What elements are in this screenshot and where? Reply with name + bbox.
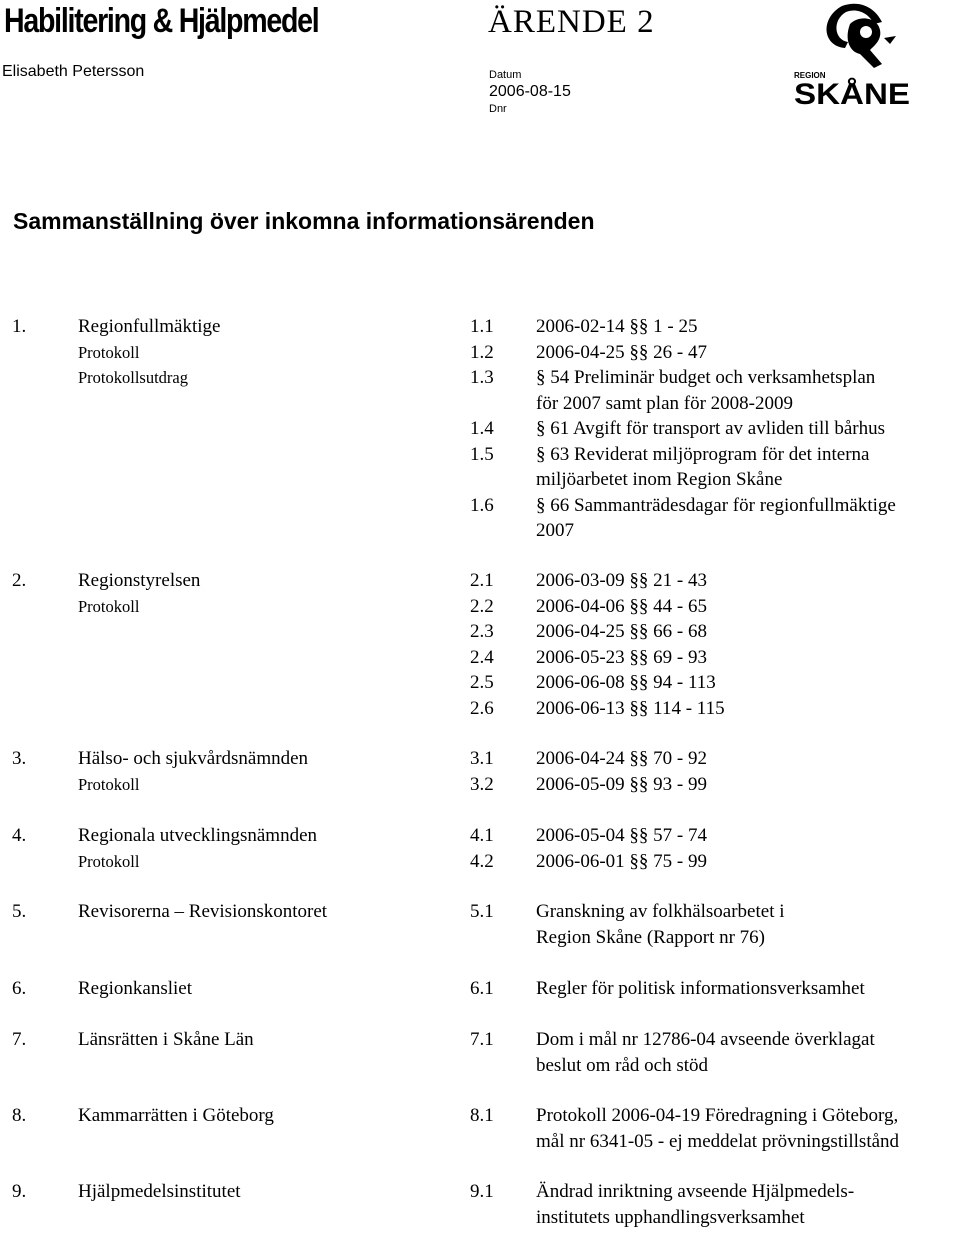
item-text: Region Skåne (Rapport nr 76) — [536, 926, 766, 948]
date-label: Datum — [489, 69, 522, 81]
section-subtitle: Protokoll — [78, 851, 140, 871]
item-number: 9.1 — [470, 1181, 494, 1202]
section-subtitle: Protokoll — [78, 774, 140, 794]
section-number: 7. — [12, 1029, 27, 1050]
item-number: 4.2 — [470, 850, 494, 872]
item-text: beslut om råd och stöd — [536, 1054, 709, 1076]
brand-title: Habilitering & Hjälpmedel — [4, 2, 319, 40]
item-text: § 61 Avgift för transport av avliden till bårhus — [536, 418, 885, 439]
item-number: 2.5 — [470, 672, 494, 693]
section-subtitle: Protokollsutdrag — [78, 368, 188, 387]
section-organization: Regionfullmäktige — [78, 316, 221, 337]
item-text: Dom i mål nr 12786-04 avseende överklagat — [536, 1029, 875, 1050]
section-number: 8. — [12, 1105, 27, 1126]
item-text: 2006-06-13 §§ 114 - 115 — [536, 697, 725, 719]
item-text: institutets upphandlingsverksamhet — [536, 1206, 805, 1228]
item-text: Ändrad inriktning avseende Hjälpmedels- — [536, 1181, 855, 1202]
item-number: 2.4 — [470, 646, 494, 668]
item-number: 5.1 — [470, 901, 494, 922]
item-number: 7.1 — [470, 1029, 494, 1050]
section-organization: Kammarrätten i Göteborg — [78, 1105, 274, 1126]
item-text: 2006-05-04 §§ 57 - 74 — [536, 825, 707, 846]
item-text: § 54 Preliminär budget och verksamhetsplan — [536, 367, 876, 388]
item-text: 2006-04-25 §§ 26 - 47 — [536, 341, 707, 363]
item-text: § 66 Sammanträdesdagar för regionfullmäktige — [536, 494, 896, 516]
item-text: § 63 Reviderat miljöprogram för det interna — [536, 443, 870, 465]
author-name: Elisabeth Petersson — [2, 63, 145, 80]
section-organization: Hjälpmedelsinstitutet — [78, 1181, 241, 1202]
item-text: 2006-03-09 §§ 21 - 43 — [536, 570, 707, 591]
item-number: 1.3 — [470, 367, 494, 388]
section-number: 2. — [12, 570, 27, 591]
logo-skane-text: SKÅNE — [794, 78, 910, 110]
item-number: 1.5 — [470, 443, 494, 465]
item-text: miljöarbetet inom Region Skåne — [536, 469, 783, 490]
section-subtitle: Protokoll — [78, 596, 140, 616]
item-text: Granskning av folkhälsoarbetet i — [536, 901, 785, 922]
item-number: 8.1 — [470, 1105, 494, 1126]
item-text: 2006-06-01 §§ 75 - 99 — [536, 850, 707, 872]
item-number: 1.1 — [470, 316, 494, 337]
item-text: Regler för politisk informationsverksamhet — [536, 978, 865, 999]
date-value: 2006-08-15 — [489, 83, 571, 100]
section-organization: Länsrätten i Skåne Län — [78, 1029, 254, 1050]
item-number: 2.6 — [470, 697, 494, 719]
item-text: 2007 — [536, 520, 574, 541]
item-text: 2006-05-23 §§ 69 - 93 — [536, 646, 707, 668]
section-number: 5. — [12, 901, 27, 922]
item-text: för 2007 samt plan för 2008-2009 — [536, 392, 793, 414]
item-number: 1.4 — [470, 418, 494, 439]
item-number: 2.1 — [470, 570, 494, 591]
item-text: mål nr 6341-05 - ej meddelat prövningstillstånd — [536, 1130, 900, 1152]
item-text: 2006-04-25 §§ 66 - 68 — [536, 621, 707, 642]
section-organization: Hälso- och sjukvårdsnämnden — [78, 748, 309, 769]
section-organization: Revisorerna – Revisionskontoret — [78, 901, 328, 922]
logo-region-text: REGION — [794, 71, 826, 80]
section-number: 1. — [12, 316, 27, 337]
item-number: 1.2 — [470, 341, 494, 363]
section-number: 9. — [12, 1181, 27, 1202]
page-heading: Sammanställning över inkomna informationsärenden — [13, 208, 595, 234]
item-number: 3.1 — [470, 748, 494, 769]
item-text: 2006-06-08 §§ 94 - 113 — [536, 672, 716, 693]
item-text: 2006-05-09 §§ 93 - 99 — [536, 773, 707, 795]
item-number: 2.3 — [470, 621, 494, 642]
item-number: 4.1 — [470, 825, 494, 846]
griffin-emblem-icon — [790, 0, 915, 110]
section-number: 3. — [12, 748, 27, 769]
section-organization: Regionala utvecklingsnämnden — [78, 825, 318, 846]
section-number: 6. — [12, 978, 27, 999]
dnr-label: Dnr — [489, 103, 507, 115]
item-number: 1.6 — [470, 494, 494, 516]
section-subtitle: Protokoll — [78, 342, 140, 362]
section-organization: Regionkansliet — [78, 978, 192, 999]
item-number: 3.2 — [470, 773, 494, 795]
section-organization: Regionstyrelsen — [78, 570, 201, 591]
item-number: 2.2 — [470, 595, 494, 617]
item-number: 6.1 — [470, 978, 494, 999]
item-text: 2006-04-06 §§ 44 - 65 — [536, 595, 707, 617]
item-text: Protokoll 2006-04-19 Föredragning i Göteborg, — [536, 1105, 899, 1126]
region-skane-logo — [790, 0, 915, 110]
item-text: 2006-02-14 §§ 1 - 25 — [536, 316, 698, 337]
section-number: 4. — [12, 825, 27, 846]
document-type: ÄRENDE 2 — [488, 4, 655, 40]
item-text: 2006-04-24 §§ 70 - 92 — [536, 748, 707, 769]
